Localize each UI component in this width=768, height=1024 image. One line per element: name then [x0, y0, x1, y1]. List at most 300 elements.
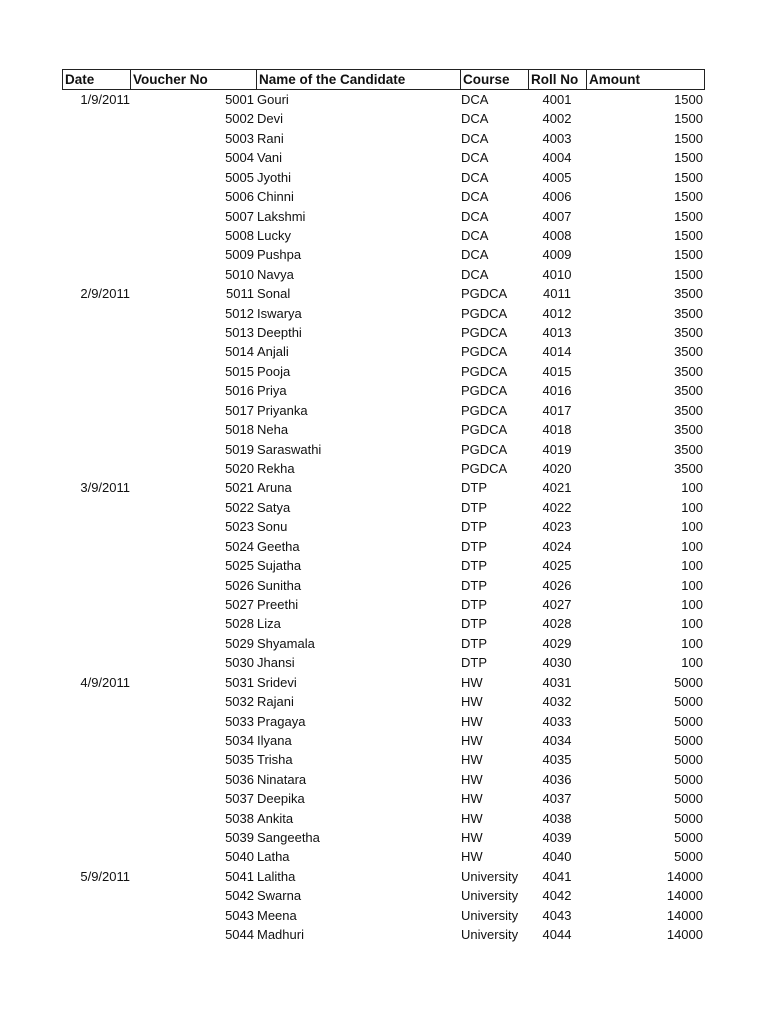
cell-amount: 100 — [681, 538, 703, 554]
cell-amount: 14000 — [666, 927, 703, 943]
cell-amount: 3500 — [674, 461, 703, 477]
cell-candidate-name: Sonu — [257, 519, 288, 535]
cell-course: HW — [461, 674, 483, 690]
cell-amount: 14000 — [666, 868, 703, 884]
table-row — [62, 381, 705, 400]
cell-candidate-name: Vani — [257, 150, 283, 166]
cell-voucher-no: 5032 — [225, 694, 254, 710]
cell-course: University — [461, 907, 519, 923]
cell-date — [62, 109, 130, 128]
table-row — [62, 284, 705, 303]
cell-voucher-no: 5019 — [225, 441, 254, 457]
cell-voucher-no: 5039 — [225, 830, 254, 846]
table-row — [62, 653, 705, 672]
cell-course: DTP — [461, 480, 487, 496]
cell-voucher-no: 5023 — [225, 519, 254, 535]
cell-voucher-no: 5040 — [225, 849, 254, 865]
cell-date — [62, 342, 130, 361]
cell-candidate-name: Satya — [257, 499, 291, 515]
cell-amount: 1500 — [674, 111, 703, 127]
cell-roll-no: 4036 — [542, 771, 572, 787]
table-row — [62, 265, 705, 284]
cell-course: DTP — [461, 616, 487, 632]
cell-voucher-no: 5034 — [225, 732, 254, 748]
table-header-row — [62, 69, 705, 90]
table-row — [62, 712, 705, 731]
cell-course: DCA — [461, 247, 489, 263]
cell-course: DCA — [461, 111, 489, 127]
cell-voucher-no: 5015 — [225, 363, 254, 379]
cell-date — [62, 459, 130, 478]
cell-course: HW — [461, 771, 483, 787]
cell-date — [62, 498, 130, 517]
table-row — [62, 90, 705, 109]
cell-course: HW — [461, 713, 483, 729]
cell-voucher-no: 5022 — [225, 499, 254, 515]
cell-course: PGDCA — [461, 461, 508, 477]
cell-course: DTP — [461, 538, 487, 554]
cell-amount: 100 — [681, 577, 703, 593]
cell-roll-no: 4020 — [542, 461, 572, 477]
cell-candidate-name: Rajani — [257, 694, 294, 710]
cell-date — [62, 245, 130, 264]
cell-date — [62, 925, 130, 944]
table-row — [62, 517, 705, 536]
cell-voucher-no: 5042 — [225, 888, 254, 904]
cell-course: DCA — [461, 189, 489, 205]
cell-course: University — [461, 927, 519, 943]
cell-roll-no: 4038 — [542, 810, 572, 826]
cell-voucher-no: 5006 — [225, 189, 254, 205]
cell-voucher-no: 5043 — [225, 907, 254, 923]
cell-amount: 100 — [681, 519, 703, 535]
cell-course: PGDCA — [461, 344, 508, 360]
cell-voucher-no: 5011 — [226, 286, 254, 302]
cell-amount: 1500 — [674, 247, 703, 263]
cell-course: HW — [461, 752, 483, 768]
header-roll-no: Roll No — [529, 70, 587, 89]
cell-candidate-name: Chinni — [257, 189, 294, 205]
cell-roll-no: 4016 — [542, 383, 572, 399]
cell-amount: 5000 — [674, 752, 703, 768]
cell-course: DTP — [461, 499, 487, 515]
table-row — [62, 401, 705, 420]
table-row — [62, 362, 705, 381]
cell-date: 1/9/2011 — [80, 92, 130, 107]
cell-candidate-name: Aruna — [257, 480, 292, 496]
cell-date — [62, 440, 130, 459]
cell-date — [62, 789, 130, 808]
cell-course: DCA — [461, 208, 489, 224]
cell-candidate-name: Shyamala — [257, 635, 315, 651]
table-row — [62, 226, 705, 245]
cell-course: University — [461, 888, 519, 904]
cell-date — [62, 847, 130, 866]
cell-course: DTP — [461, 558, 487, 574]
cell-voucher-no: 5017 — [225, 402, 254, 418]
cell-amount: 1500 — [674, 227, 703, 243]
cell-date — [62, 886, 130, 905]
cell-voucher-no: 5021 — [225, 480, 254, 496]
cell-roll-no: 4010 — [542, 266, 572, 282]
cell-amount: 1500 — [674, 189, 703, 205]
cell-voucher-no: 5030 — [225, 655, 254, 671]
cell-roll-no: 4018 — [542, 422, 572, 438]
table-row — [62, 556, 705, 575]
cell-course: DCA — [461, 169, 489, 185]
cell-roll-no: 4044 — [542, 927, 572, 943]
cell-roll-no: 4039 — [542, 830, 572, 846]
cell-date — [62, 614, 130, 633]
cell-course: DTP — [461, 596, 487, 612]
cell-roll-no: 4035 — [542, 752, 572, 768]
cell-roll-no: 4011 — [543, 286, 571, 302]
cell-amount: 3500 — [674, 441, 703, 457]
table-row — [62, 420, 705, 439]
cell-roll-no: 4007 — [542, 208, 572, 224]
cell-date — [62, 595, 130, 614]
cell-date — [62, 712, 130, 731]
cell-roll-no: 4034 — [542, 732, 572, 748]
cell-candidate-name: Lakshmi — [257, 208, 306, 224]
cell-candidate-name: Liza — [257, 616, 281, 632]
cell-voucher-no: 5025 — [225, 558, 254, 574]
cell-amount: 100 — [681, 499, 703, 515]
table-row — [62, 886, 705, 905]
cell-candidate-name: Sunitha — [257, 577, 302, 593]
cell-voucher-no: 5024 — [225, 538, 254, 554]
cell-candidate-name: Deepthi — [257, 325, 302, 341]
cell-roll-no: 4008 — [542, 227, 572, 243]
cell-candidate-name: Rekha — [257, 461, 295, 477]
cell-roll-no: 4017 — [542, 402, 572, 418]
cell-course: HW — [461, 849, 483, 865]
table-row — [62, 478, 705, 497]
cell-roll-no: 4022 — [542, 499, 572, 515]
cell-date — [62, 770, 130, 789]
cell-candidate-name: Sridevi — [257, 674, 297, 690]
cell-roll-no: 4042 — [542, 888, 572, 904]
cell-date — [62, 265, 130, 284]
table-row — [62, 731, 705, 750]
cell-voucher-no: 5027 — [225, 596, 254, 612]
cell-amount: 14000 — [666, 907, 703, 923]
cell-voucher-no: 5031 — [225, 674, 254, 690]
table-row — [62, 129, 705, 148]
cell-candidate-name: Sujatha — [257, 558, 302, 574]
cell-date — [62, 809, 130, 828]
table-row — [62, 595, 705, 614]
cell-date — [62, 653, 130, 672]
table-row — [62, 692, 705, 711]
cell-course: HW — [461, 830, 483, 846]
table-row — [62, 614, 705, 633]
cell-amount: 1500 — [674, 266, 703, 282]
cell-date — [62, 517, 130, 536]
cell-course: PGDCA — [461, 441, 508, 457]
cell-amount: 100 — [681, 480, 703, 496]
cell-amount: 3500 — [674, 325, 703, 341]
cell-candidate-name: Jhansi — [257, 655, 295, 671]
cell-voucher-no: 5002 — [225, 111, 254, 127]
cell-course: PGDCA — [461, 383, 508, 399]
cell-roll-no: 4019 — [542, 441, 572, 457]
cell-candidate-name: Latha — [257, 849, 290, 865]
cell-candidate-name: Geetha — [257, 538, 300, 554]
cell-roll-no: 4030 — [542, 655, 572, 671]
cell-date — [62, 576, 130, 595]
cell-candidate-name: Devi — [257, 111, 284, 127]
cell-date — [62, 537, 130, 556]
table-row — [62, 168, 705, 187]
cell-roll-no: 4001 — [542, 92, 572, 107]
cell-date — [62, 828, 130, 847]
cell-course: PGDCA — [461, 363, 508, 379]
cell-candidate-name: Neha — [257, 422, 289, 438]
cell-date — [62, 692, 130, 711]
cell-voucher-no: 5033 — [225, 713, 254, 729]
cell-roll-no: 4040 — [542, 849, 572, 865]
cell-date — [62, 148, 130, 167]
cell-voucher-no: 5016 — [225, 383, 254, 399]
cell-date — [62, 168, 130, 187]
cell-amount: 5000 — [674, 830, 703, 846]
cell-candidate-name: Lalitha — [257, 868, 296, 884]
cell-date: 4/9/2011 — [80, 674, 130, 690]
cell-candidate-name: Iswarya — [257, 305, 302, 321]
cell-date — [62, 129, 130, 148]
cell-amount: 3500 — [674, 305, 703, 321]
cell-amount: 5000 — [674, 713, 703, 729]
cell-amount: 3500 — [674, 383, 703, 399]
header-date: Date — [63, 70, 131, 89]
cell-voucher-no: 5004 — [225, 150, 254, 166]
cell-candidate-name: Sonal — [257, 286, 291, 302]
cell-course: DCA — [461, 150, 489, 166]
table-row — [62, 245, 705, 264]
cell-voucher-no: 5035 — [225, 752, 254, 768]
cell-course: DTP — [461, 635, 487, 651]
cell-voucher-no: 5014 — [225, 344, 254, 360]
table-row — [62, 925, 705, 944]
table-row — [62, 148, 705, 167]
table-row — [62, 770, 705, 789]
cell-candidate-name: Swarna — [257, 888, 302, 904]
cell-date — [62, 401, 130, 420]
cell-roll-no: 4014 — [542, 344, 572, 360]
cell-date — [62, 420, 130, 439]
cell-date — [62, 226, 130, 245]
cell-voucher-no: 5010 — [225, 266, 254, 282]
cell-date: 2/9/2011 — [80, 286, 130, 302]
cell-roll-no: 4037 — [542, 791, 572, 807]
header-amount: Amount — [589, 72, 640, 87]
cell-candidate-name: Jyothi — [257, 169, 291, 185]
table-row — [62, 867, 705, 886]
cell-roll-no: 4043 — [542, 907, 572, 923]
cell-voucher-no: 5003 — [225, 130, 254, 146]
cell-amount: 3500 — [674, 286, 703, 302]
cell-voucher-no: 5026 — [225, 577, 254, 593]
cell-roll-no: 4004 — [542, 150, 572, 166]
cell-roll-no: 4013 — [542, 325, 572, 341]
cell-course: DCA — [461, 92, 489, 107]
cell-course: HW — [461, 732, 483, 748]
cell-amount: 5000 — [674, 732, 703, 748]
cell-course: PGDCA — [461, 422, 508, 438]
cell-roll-no: 4028 — [542, 616, 572, 632]
cell-amount: 3500 — [674, 402, 703, 418]
cell-amount: 5000 — [674, 674, 703, 690]
cell-roll-no: 4033 — [542, 713, 572, 729]
cell-voucher-no: 5041 — [225, 868, 254, 884]
cell-roll-no: 4005 — [542, 169, 572, 185]
cell-voucher-no: 5009 — [225, 247, 254, 263]
cell-date — [62, 906, 130, 925]
table-row — [62, 673, 705, 692]
cell-date: 3/9/2011 — [80, 480, 130, 496]
cell-amount: 1500 — [674, 130, 703, 146]
cell-roll-no: 4032 — [542, 694, 572, 710]
cell-course: DTP — [461, 577, 487, 593]
cell-candidate-name: Navya — [257, 266, 294, 282]
cell-candidate-name: Priyanka — [257, 402, 308, 418]
table-row — [62, 576, 705, 595]
cell-voucher-no: 5018 — [225, 422, 254, 438]
cell-candidate-name: Pooja — [257, 363, 291, 379]
table-body — [62, 90, 705, 945]
cell-voucher-no: 5001 — [225, 92, 254, 107]
cell-date: 5/9/2011 — [80, 868, 130, 884]
table-row — [62, 459, 705, 478]
cell-course: University — [461, 868, 519, 884]
cell-roll-no: 4041 — [542, 868, 572, 884]
cell-course: PGDCA — [461, 286, 508, 302]
cell-amount: 100 — [681, 616, 703, 632]
cell-voucher-no: 5012 — [225, 305, 254, 321]
table-row — [62, 750, 705, 769]
cell-voucher-no: 5008 — [225, 227, 254, 243]
header-course: Course — [461, 70, 529, 89]
cell-voucher-no: 5005 — [225, 169, 254, 185]
cell-candidate-name: Lucky — [257, 227, 291, 243]
table-row — [62, 304, 705, 323]
cell-roll-no: 4002 — [542, 111, 572, 127]
cell-candidate-name: Priya — [257, 383, 287, 399]
cell-amount: 1500 — [674, 208, 703, 224]
cell-roll-no: 4003 — [542, 130, 572, 146]
table-row — [62, 323, 705, 342]
cell-amount: 100 — [681, 596, 703, 612]
cell-roll-no: 4021 — [542, 480, 572, 496]
cell-candidate-name: Preethi — [257, 596, 299, 612]
cell-roll-no: 4009 — [542, 247, 572, 263]
table-row — [62, 498, 705, 517]
cell-date — [62, 731, 130, 750]
cell-candidate-name: Ilyana — [257, 732, 292, 748]
cell-candidate-name: Anjali — [257, 344, 289, 360]
table-row — [62, 342, 705, 361]
cell-amount: 1500 — [674, 150, 703, 166]
cell-course: DCA — [461, 130, 489, 146]
cell-course: HW — [461, 791, 483, 807]
cell-voucher-no: 5038 — [225, 810, 254, 826]
cell-date — [62, 556, 130, 575]
cell-candidate-name: Ankita — [257, 810, 294, 826]
cell-amount: 100 — [681, 558, 703, 574]
cell-amount: 100 — [681, 655, 703, 671]
header-candidate-name: Name of the Candidate — [257, 70, 461, 89]
cell-course: DCA — [461, 266, 489, 282]
cell-date — [62, 304, 130, 323]
cell-amount: 5000 — [674, 849, 703, 865]
cell-course: PGDCA — [461, 325, 508, 341]
cell-amount: 14000 — [666, 888, 703, 904]
cell-amount: 1500 — [674, 169, 703, 185]
table-row — [62, 207, 705, 226]
header-voucher-no: Voucher No — [131, 70, 257, 89]
table-row — [62, 828, 705, 847]
voucher-table — [62, 69, 705, 945]
cell-roll-no: 4026 — [542, 577, 572, 593]
cell-roll-no: 4027 — [542, 596, 572, 612]
cell-voucher-no: 5007 — [225, 208, 254, 224]
cell-course: DCA — [461, 227, 489, 243]
cell-roll-no: 4012 — [542, 305, 572, 321]
cell-amount: 5000 — [674, 810, 703, 826]
cell-candidate-name: Pushpa — [257, 247, 302, 263]
cell-roll-no: 4023 — [542, 519, 572, 535]
cell-roll-no: 4006 — [542, 189, 572, 205]
cell-voucher-no: 5020 — [225, 461, 254, 477]
table-row — [62, 109, 705, 128]
cell-candidate-name: Saraswathi — [257, 441, 322, 457]
cell-candidate-name: Pragaya — [257, 713, 306, 729]
cell-voucher-no: 5036 — [225, 771, 254, 787]
cell-roll-no: 4025 — [542, 558, 572, 574]
cell-roll-no: 4024 — [542, 538, 572, 554]
cell-course: HW — [461, 694, 483, 710]
cell-course: PGDCA — [461, 402, 508, 418]
cell-candidate-name: Sangeetha — [257, 830, 320, 846]
cell-amount: 5000 — [674, 771, 703, 787]
cell-voucher-no: 5037 — [225, 791, 254, 807]
cell-amount: 100 — [681, 635, 703, 651]
cell-date — [62, 634, 130, 653]
cell-voucher-no: 5013 — [225, 325, 254, 341]
cell-date — [62, 381, 130, 400]
cell-amount: 5000 — [674, 694, 703, 710]
cell-candidate-name: Rani — [257, 130, 284, 146]
cell-date — [62, 323, 130, 342]
table-row — [62, 809, 705, 828]
table-row — [62, 537, 705, 556]
cell-course: DTP — [461, 655, 487, 671]
cell-course: PGDCA — [461, 305, 508, 321]
cell-candidate-name: Trisha — [257, 752, 293, 768]
cell-course: DTP — [461, 519, 487, 535]
table-row — [62, 789, 705, 808]
cell-date — [62, 207, 130, 226]
cell-amount: 3500 — [674, 422, 703, 438]
cell-voucher-no: 5028 — [225, 616, 254, 632]
cell-date — [62, 362, 130, 381]
table-row — [62, 847, 705, 866]
cell-candidate-name: Deepika — [257, 791, 305, 807]
cell-candidate-name: Meena — [257, 907, 297, 923]
table-row — [62, 187, 705, 206]
cell-course: HW — [461, 810, 483, 826]
